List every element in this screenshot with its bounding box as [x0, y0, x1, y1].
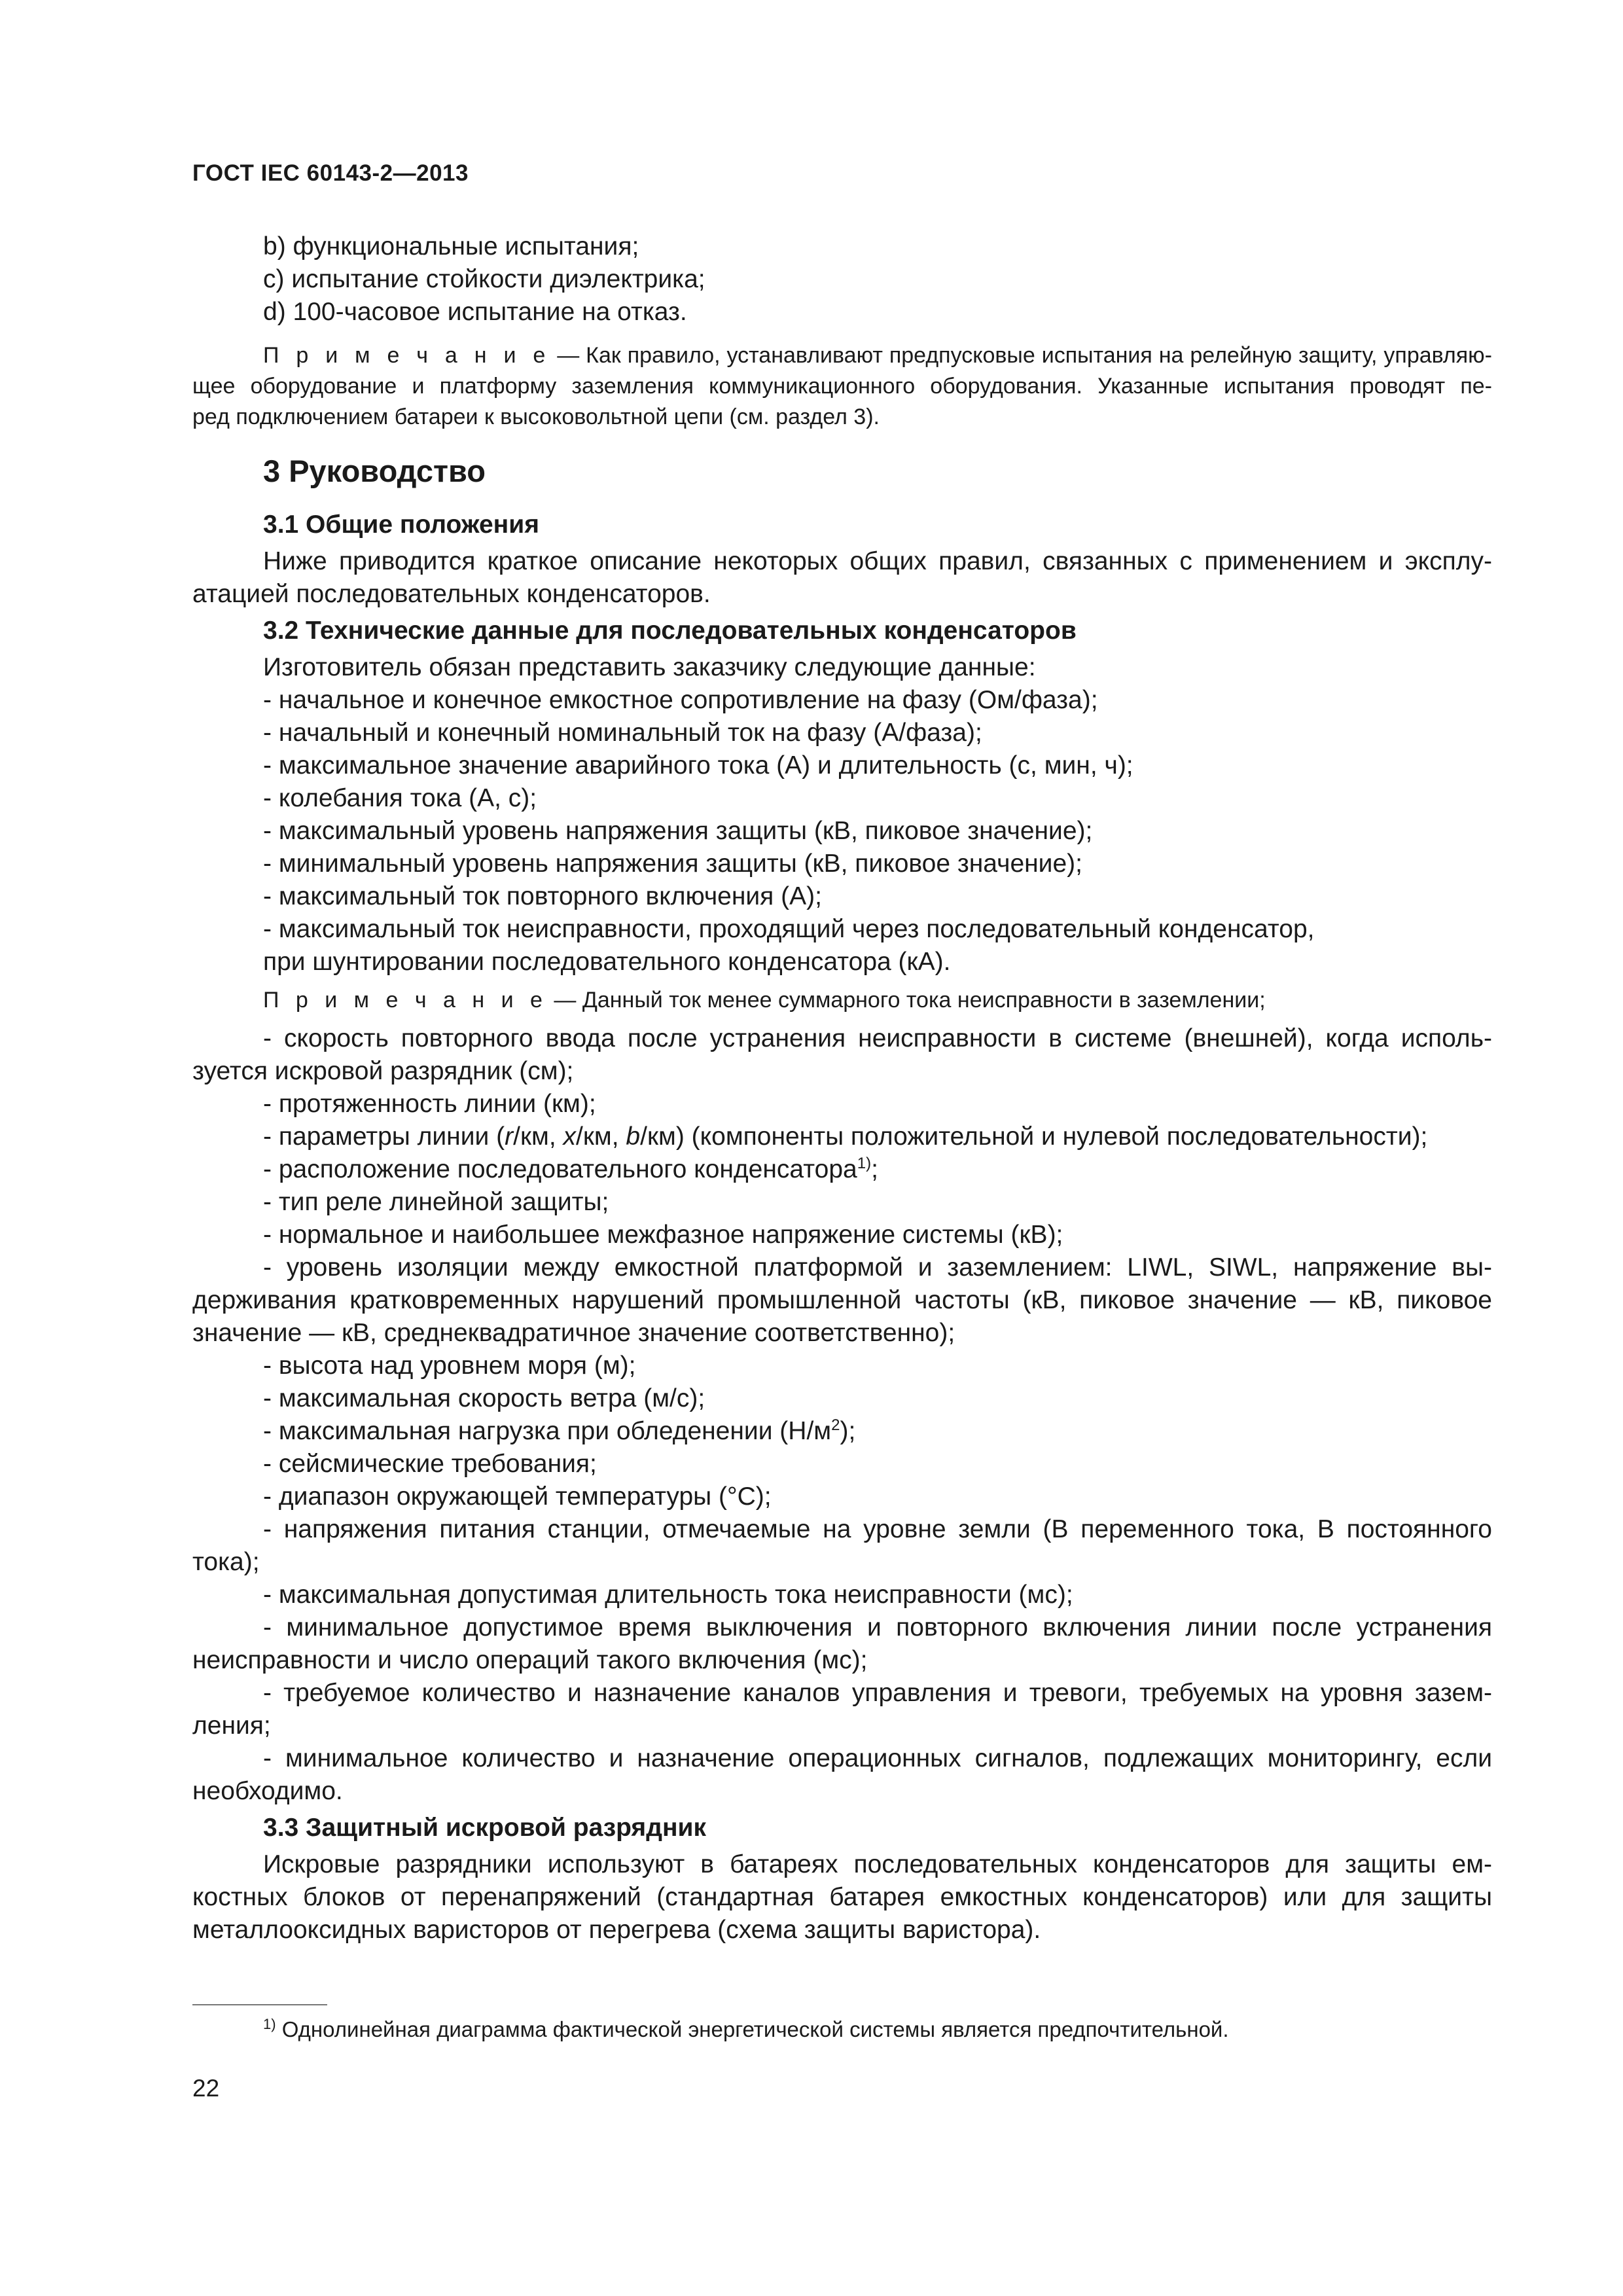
list-item: необходимо. — [192, 1777, 343, 1805]
list-item — [192, 1121, 1492, 1153]
footnote — [263, 2017, 1229, 2042]
list-item: - скорость повторного ввода после устранения неисправности в системе (внешней), когда исполь- — [263, 1024, 1492, 1052]
list-item: - сейсмические требования; — [263, 1450, 597, 1478]
section-heading: 3 Руководство — [263, 454, 486, 488]
list-item: - начальный и конечный номинальный ток на фазу (А/фаза); — [263, 719, 982, 747]
list-item: - минимальное количество и назначение операционных сигналов, подлежащих мониторингу, если — [263, 1744, 1492, 1772]
list-item: b) функциональные испытания; — [263, 232, 639, 260]
list-item: c) испытание стойкости диэлектрика; — [263, 265, 705, 293]
list-item: - минимальное допустимое время выключения и повторного включения линии после устранения — [263, 1613, 1492, 1641]
note-text: — Как правило, устанавливают предпусковые испытания на релейную защиту, управляю- — [550, 343, 1492, 368]
list-item — [192, 1415, 1492, 1448]
list-item: - протяженность линии (км); — [263, 1090, 596, 1118]
paragraph-line: Изготовитель обязан представить заказчику следующие данные: — [263, 653, 1036, 681]
list-item: - максимальный ток повторного включения (А); — [263, 882, 822, 910]
note-label: П р и м е ч а н и е — [263, 343, 551, 368]
variable-x: x — [563, 1122, 577, 1151]
list-item: - максимальный уровень напряжения защиты (кВ, пиковое значение); — [263, 817, 1093, 845]
list-item: d) 100-часовое испытание на отказ. — [263, 298, 687, 326]
paragraph-line: костных блоков от перенапряжений (стандартная батарея емкостных конденсаторов) или для защиты — [192, 1883, 1492, 1911]
page-number: 22 — [192, 2075, 220, 2102]
list-item: - уровень изоляции между емкостной платформой и заземлением: LIWL, SIWL, напряжение вы- — [263, 1253, 1492, 1282]
list-item: - требуемое количество и назначение каналов управления и тревоги, требуемых на уровня зазем- — [263, 1679, 1492, 1707]
note-block — [192, 340, 1492, 433]
list-item: - максимальная скорость ветра (м/с); — [263, 1384, 705, 1412]
footnote-ref: 1) — [857, 1155, 872, 1172]
list-item — [192, 1153, 1492, 1186]
list-item: ления; — [192, 1712, 271, 1740]
list-item: держивания кратковременных нарушений промышленной частоты (кВ, пиковое значение — кВ, пиковое — [192, 1286, 1492, 1314]
paragraph-line: Искровые разрядники используют в батареях последовательных конденсаторов для защиты ем- — [263, 1850, 1492, 1878]
footnote-divider — [192, 2004, 327, 2005]
list-text: - параметры линии ( — [263, 1122, 505, 1151]
variable-r: r — [505, 1122, 514, 1151]
list-item: - минимальный уровень напряжения защиты (кВ, пиковое значение); — [263, 850, 1082, 878]
superscript: 2 — [831, 1416, 840, 1434]
list-item: - колебания тока (А, с); — [263, 784, 537, 812]
list-item: - тип реле линейной защиты; — [263, 1188, 609, 1216]
list-item: - максимальный ток неисправности, проходящий через последовательный конденсатор, — [263, 915, 1315, 943]
paragraph-line: атацией последовательных конденсаторов. — [192, 580, 711, 608]
list-item: - начальное и конечное емкостное сопротивление на фазу (Ом/фаза); — [263, 686, 1098, 714]
paragraph-line: Ниже приводится краткое описание некоторых общих правил, связанных с применением и эксплу- — [263, 547, 1492, 575]
list-text: /км, — [576, 1122, 626, 1151]
note-text: щее оборудование и платформу заземления коммуникационного оборудования. Указанные испытания проводят пе- — [192, 374, 1492, 399]
list-text: ); — [840, 1417, 856, 1445]
list-item: зуется искровой разрядник (см); — [192, 1057, 574, 1085]
list-item: при шунтировании последовательного конденсатора (кА). — [263, 948, 951, 976]
list-text: /км) (компоненты положительной и нулевой последовательности); — [640, 1122, 1428, 1151]
paragraph-line: металлооксидных варисторов от перегрева (схема защиты варистора). — [192, 1916, 1041, 1944]
document-body — [192, 230, 1492, 1946]
list-item: - высота над уровнем моря (м); — [263, 1352, 636, 1380]
list-item: - диапазон окружающей температуры (°С); — [263, 1482, 772, 1511]
list-item: - напряжения питания станции, отмечаемые на уровне земли (В переменного тока, В постоянного — [263, 1515, 1492, 1543]
subsection-heading: 3.3 Защитный искровой разрядник — [263, 1814, 706, 1842]
list-item: значение — кВ, среднеквадратичное значение соответственно); — [192, 1319, 955, 1347]
note-text: — Данный ток менее суммарного тока неисправности в заземлении; — [547, 988, 1266, 1013]
list-text: - расположение последовательного конденсатора — [263, 1155, 857, 1183]
note-label: П р и м е ч а н и е — [263, 988, 548, 1013]
list-text: ; — [871, 1155, 878, 1183]
list-item: - максимальное значение аварийного тока (А) и длительность (с, мин, ч); — [263, 751, 1133, 780]
variable-b: b — [626, 1122, 641, 1151]
list-item: неисправности и число операций такого включения (мс); — [192, 1646, 868, 1674]
document-header: ГОСТ IEC 60143-2—2013 — [192, 160, 469, 186]
list-text: - максимальная нагрузка при обледенении (Н/м — [263, 1417, 832, 1445]
footnote-mark: 1) — [263, 2016, 276, 2032]
subsection-heading: 3.1 Общие положения — [263, 511, 539, 539]
subsection-heading: 3.2 Технические данные для последовательных конденсаторов — [263, 617, 1077, 645]
list-text: /км, — [513, 1122, 563, 1151]
list-item: - нормальное и наибольшее межфазное напряжение системы (кВ); — [263, 1221, 1063, 1249]
note-block — [192, 985, 1492, 1016]
list-item: - максимальная допустимая длительность тока неисправности (мс); — [263, 1581, 1073, 1609]
footnote-text: Однолинейная диаграмма фактической энергетической системы является предпочтительной. — [276, 2017, 1229, 2041]
list-item: тока); — [192, 1548, 260, 1576]
note-text: ред подключением батареи к высоковольтной цепи (см. раздел 3). — [192, 404, 880, 429]
